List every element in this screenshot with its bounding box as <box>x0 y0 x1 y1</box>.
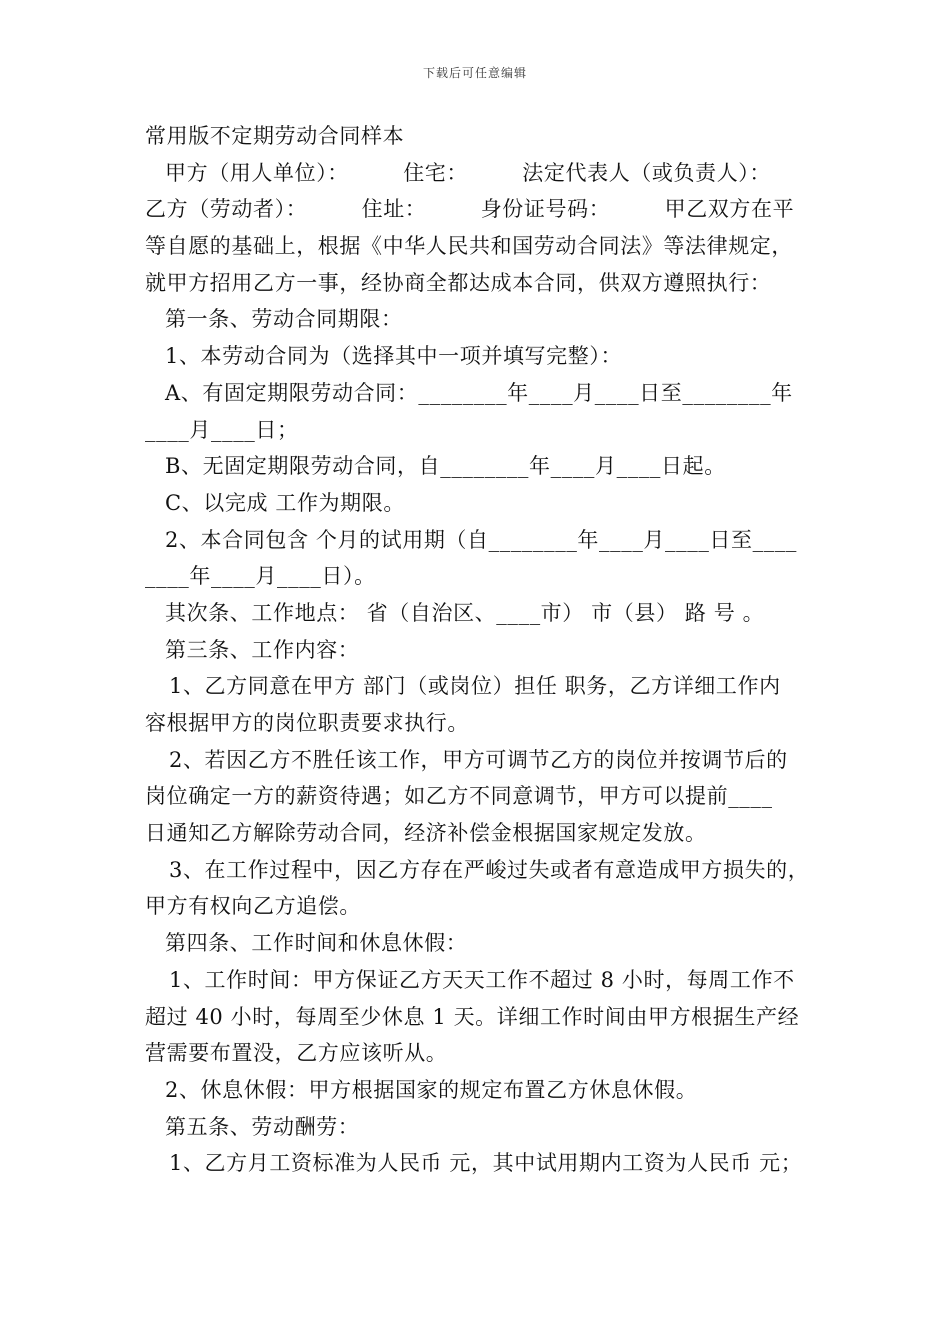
party-a-line: 甲方（用人单位）： 住宅： 法定代表人（或负责人）： <box>165 160 771 185</box>
clause-line: 日通知乙方解除劳动合同，经济补偿金根据国家规定发放。 <box>145 821 707 846</box>
clause-line: 营需要布置没，乙方应该听从。 <box>145 1041 448 1066</box>
party-b-line: 乙方（劳动者）： 住址： 身份证号码： 甲乙双方在平 <box>145 197 795 222</box>
clause-line: 2、休息休假：甲方根据国家的规定布置乙方休息休假。 <box>165 1077 698 1102</box>
article-1-heading: 第一条、劳动合同期限： <box>165 307 403 332</box>
clause-line: 1、工作时间：甲方保证乙方天天工作不超过 8 小时，每周工作不 <box>169 967 795 992</box>
clause-line: B、无固定期限劳动合同，自________年____月____日起。 <box>165 454 726 479</box>
clause-line: 1、乙方月工资标准为人民币 元，其中试用期内工资为人民币 元； <box>169 1151 803 1176</box>
clause-line: 超过 40 小时，每周至少休息 1 天。详细工作时间由甲方根据生产经 <box>145 1004 800 1029</box>
contract-document <box>145 118 815 1182</box>
article-2-heading: 其次条、工作地点： 省（自治区、____市） 市（县） 路 号 。 <box>165 600 765 625</box>
preamble-line: 就甲方招用乙方一事，经协商全都达成本合同，供双方遵照执行： <box>145 270 772 295</box>
article-3-heading: 第三条、工作内容： <box>165 637 360 662</box>
document-title: 常用版不定期劳动合同样本 <box>145 124 405 148</box>
clause-line: 甲方有权向乙方追偿。 <box>145 894 361 919</box>
article-4-heading: 第四条、工作时间和休息休假： <box>165 931 468 956</box>
clause-line: 岗位确定一方的薪资待遇；如乙方不同意调节，甲方可以提前____ <box>145 784 773 809</box>
clause-line: C、以完成 工作为期限。 <box>165 490 405 515</box>
article-5-heading: 第五条、劳动酬劳： <box>165 1114 360 1139</box>
clause-line: 1、本劳动合同为（选择其中一项并填写完整）： <box>165 344 623 369</box>
preamble-line: 等自愿的基础上，根据《中华人民共和国劳动合同法》等法律规定， <box>145 234 793 259</box>
clause-line: A、有固定期限劳动合同：________年____月____日至________年 <box>165 380 793 405</box>
clause-line: 2、本合同包含 个月的试用期（自________年____月____日至____ <box>165 527 798 552</box>
clause-line: ____月____日； <box>145 417 299 442</box>
clause-line: ____年____月____日）。 <box>145 564 376 589</box>
clause-line: 1、乙方同意在甲方 部门（或岗位）担任 职务，乙方详细工作内 <box>169 674 781 699</box>
clause-line: 3、在工作过程中，因乙方存在严峻过失或者有意造成甲方损失的， <box>169 857 810 882</box>
clause-line: 2、若因乙方不胜任该工作，甲方可调节乙方的岗位并按调节后的 <box>169 747 788 772</box>
header-note: 下载后可任意编辑 <box>422 66 527 80</box>
clause-line: 容根据甲方的岗位职责要求执行。 <box>145 711 469 735</box>
